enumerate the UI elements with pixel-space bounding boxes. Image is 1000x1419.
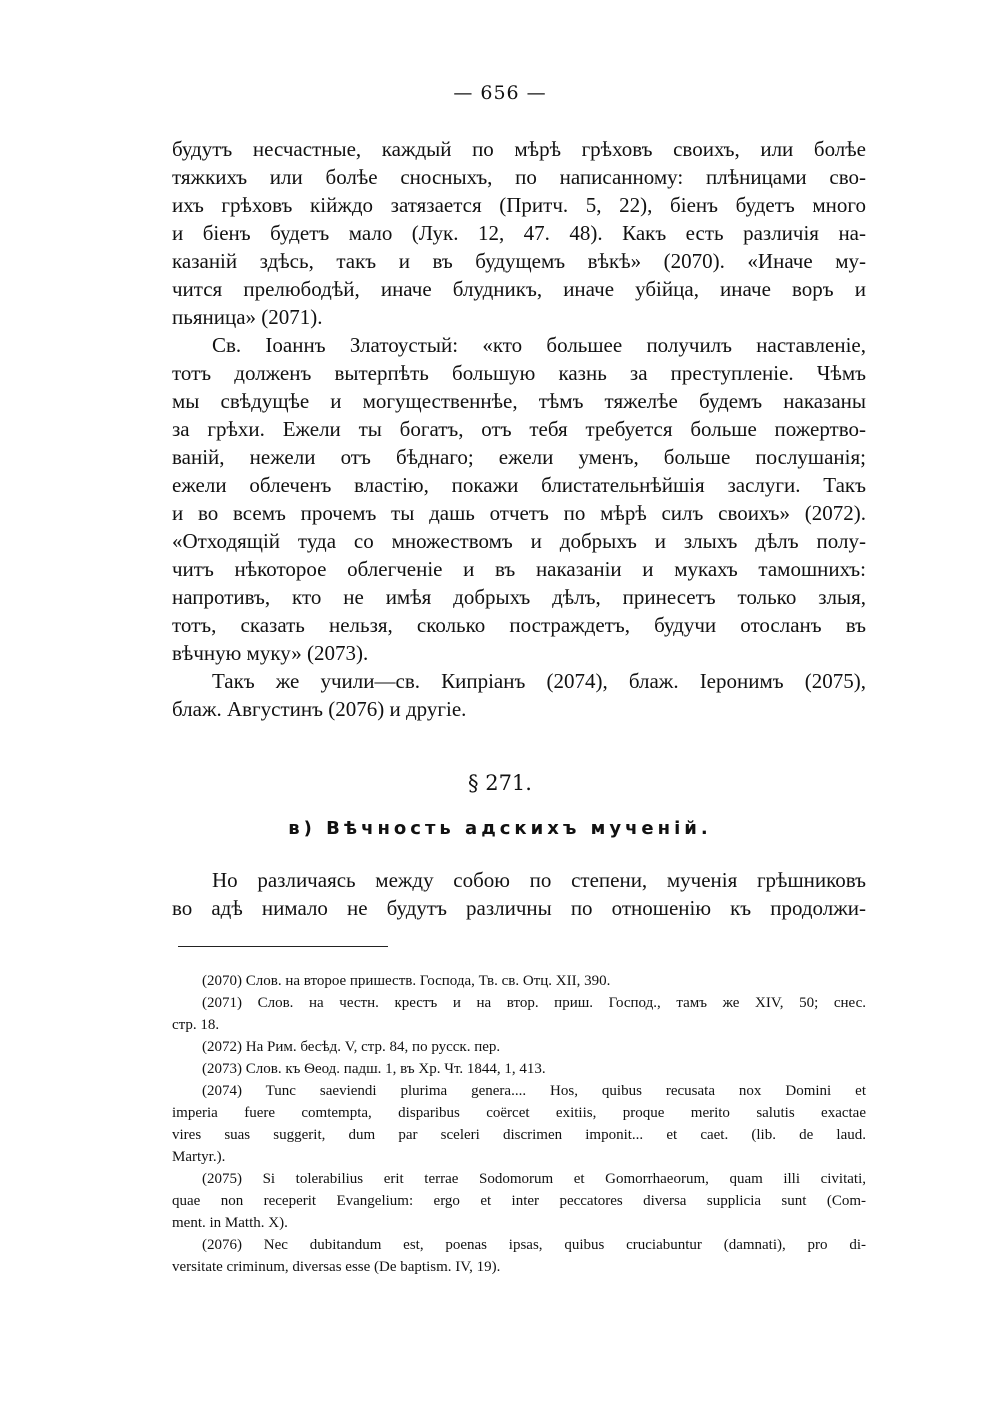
- text-line: тотъ, сказать нельзя, сколько постраждетъ, будучи отосланъ въ: [172, 613, 866, 637]
- text-line: во адѣ нимало не будутъ различны по отношенію къ продолжи-: [172, 896, 866, 920]
- text-line: ваній, нежели отъ бѣднаго; ежели уменъ, больше послушанія;: [172, 445, 866, 469]
- text-line: Св. Іоаннъ Златоустый: «кто большее получилъ наставленіе,: [212, 333, 866, 357]
- paragraph-2: [172, 331, 866, 667]
- text-line: пьяница» (2071).: [172, 305, 323, 329]
- text-line: будутъ несчастные, каждый по мѣрѣ грѣховъ своихъ, или болѣе: [172, 137, 866, 161]
- footnotes: [172, 970, 866, 1278]
- text-line: напротивъ, кто не имѣя добрыхъ дѣлъ, принесетъ только злыя,: [172, 585, 866, 609]
- text-line: тотъ долженъ вытерпѣть большую казнь за преступленіе. Чѣмъ: [172, 361, 866, 385]
- paragraph-4: [172, 866, 866, 922]
- text-line: казаній здѣсь, такъ и въ будущемъ вѣкѣ» (2070). «Иначе му-: [172, 249, 866, 273]
- section-title: в) Вѣчность адскихъ мученій.: [288, 818, 712, 839]
- page-number: — 656 —: [453, 82, 547, 104]
- text-line: за грѣхи. Ежели ты богатъ, отъ тебя требуется больше пожертво-: [172, 417, 866, 441]
- text-line: читъ нѣкоторое облегченіе и въ наказаніи и мукахъ тамошнихъ:: [172, 557, 866, 581]
- footnote-line: (2075) Si tolerabilius erit terrae Sodomorum et Gomorrhaeorum, quam illi civitati,: [202, 1171, 866, 1187]
- text-line: ихъ грѣховъ кійждо затязается (Притч. 5, 22), біенъ будетъ много: [172, 193, 866, 217]
- footnote-line: (2073) Слов. къ Ѳеод. падш. 1, въ Хр. Чт. 1844, 1, 413.: [202, 1061, 546, 1077]
- text-line: Но различаясь между собою по степени, мученія грѣшниковъ: [212, 868, 866, 892]
- text-line: ежели облеченъ властію, покажи блистательнѣйшія заслуги. Такъ: [172, 473, 866, 497]
- footnote-line: imperia fuere comtempta, disparibus coërcet exitiis, proque merito salutis exactae: [172, 1105, 866, 1121]
- paragraph-1: [172, 135, 866, 331]
- footnote-line: (2070) Слов. на второе пришеств. Господа, Тв. св. Отц. XII, 390.: [202, 973, 611, 989]
- footnote-line: (2071) Слов. на честн. крестъ и на втор. приш. Господ., тамъ же XIV, 50; снес.: [202, 995, 866, 1011]
- text-line: вѣчную муку» (2073).: [172, 641, 369, 665]
- footnote-line: (2072) На Рим. бесѣд. V, стр. 84, по русск. пер.: [202, 1039, 501, 1055]
- footnote-line: стр. 18.: [172, 1017, 220, 1033]
- text-line: блаж. Августинъ (2076) и другіе.: [172, 697, 467, 721]
- footnote-line: ment. in Matth. X).: [172, 1215, 288, 1231]
- footnote-divider: [178, 946, 388, 947]
- text-line: и біенъ будетъ мало (Лук. 12, 47. 48). Какъ есть различія на-: [172, 221, 866, 245]
- section-number: § 271.: [468, 771, 532, 795]
- footnote-line: versitate criminum, diversas esse (De baptism. IV, 19).: [172, 1259, 501, 1275]
- text-line: чится прелюбодѣй, иначе блудникъ, иначе убійца, иначе воръ и: [172, 277, 866, 301]
- text-line: Такъ же учили—св. Кипріанъ (2074), блаж. Іеронимъ (2075),: [212, 669, 866, 693]
- footnote-line: vires suas suggerit, dum par sceleri discrimen imponit... et caet. (lib. de laud.: [172, 1127, 866, 1143]
- footnote-line: (2076) Nec dubitandum est, poenas ipsas, quibus cruciabuntur (damnati), pro di-: [202, 1237, 866, 1253]
- text-line: мы свѣдущѣе и могущественнѣе, тѣмъ тяжелѣе будемъ наказаны: [172, 389, 866, 413]
- footnote-line: (2074) Tunc saeviendi plurima genera.... Hos, quibus recusata nox Domini et: [202, 1083, 866, 1099]
- text-line: и во всемъ прочемъ ты дашь отчетъ по мѣрѣ силъ своихъ» (2072).: [172, 501, 866, 525]
- paragraph-3: [172, 667, 866, 723]
- text-line: «Отходящій туда со множествомъ и добрыхъ и злыхъ дѣлъ полу-: [172, 529, 866, 553]
- footnote-line: quae non receperit Evangelium: ergo et inter peccatores diversa supplicia sunt (Com-: [172, 1193, 866, 1209]
- text-line: тяжкихъ или болѣе сносныхъ, по написанному: плѣницами сво-: [172, 165, 866, 189]
- footnote-line: Martyr.).: [172, 1149, 226, 1165]
